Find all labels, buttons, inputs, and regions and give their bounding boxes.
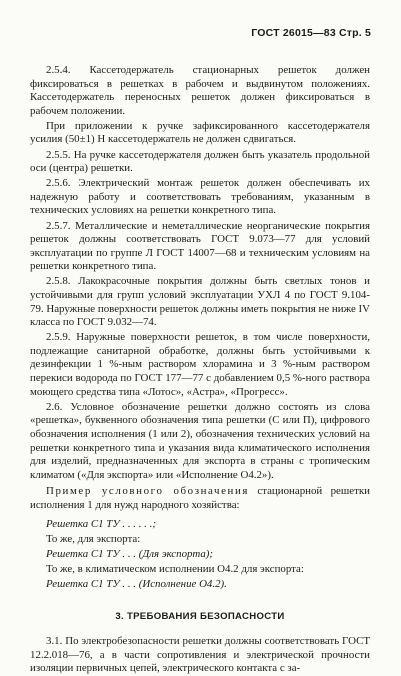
example-designation: Решетка С1 ТУ . . . (Для экспорта); (46, 547, 214, 560)
example-designation: Решетка С1 ТУ . . . . . .; (46, 517, 156, 530)
paragraph-2-6: 2.6. Условное обозначение решетки должно состоять из слова «решетка», буквенного обозначения типа решетки (С или П), цифрового обозначения исполнения (1 или 2), обозначения технических условий на решетки конкретного типа и указания вида климатического исполнения для изделий, предназначенных для экспорта в страны с тропическим климатом («Для экспорта» или «Исполнение О4.2»). (30, 400, 370, 481)
document-body (30, 64, 370, 676)
paragraph-handle-force: При приложении к ручке зафиксированного кассетодержателя усилия (50±1) Н кассетодержатель не должен сдвигаться. (30, 119, 370, 146)
paragraph-3-1: 3.1. По электробезопасности решетки должны соответствовать ГОСТ 12.2.018—76, а в части сопротивления и электрической прочности изоляции первичных цепей, электрического контакта с за- (30, 635, 370, 675)
paragraph-2-5-9: 2.5.9. Наружные поверхности решеток, в том числе поверхности, подлежащие санитарной обработке, должны быть устойчивыми к дезинфекции 1 %-ным раствором хлорамина и 3 %-ным раствором перекиси водорода по ГОСТ 177—77 с добавлением 0,5 %-ного раствора моющего средства типа «Лотос», «Астра», «Прогресс». (30, 331, 370, 398)
example-intro (30, 485, 370, 512)
page-header: ГОСТ 26015—83 Стр. 5 (251, 27, 371, 39)
paragraph-2-5-5: 2.5.5. На ручке кассетодержателя должен быть указатель продольной оси (центра) решетки. (30, 148, 370, 175)
example-caption: То же, для экспорта: (46, 532, 141, 545)
paragraph-2-5-8: 2.5.8. Лакокрасочные покрытия должны быть светлых тонов и устойчивыми для групп условий эксплуатации УХЛ 4 по ГОСТ 9.104-79. Наружные поверхности решеток должны иметь покрытия не ниже IV класса по ГОСТ 9.032—74. (30, 275, 370, 329)
example-intro-rest: стационарной решетки исполнения 1 для нужд народного хозяйства: (30, 485, 370, 511)
example-intro-spaced: Пример условного обозначения (46, 485, 249, 498)
example-list (30, 517, 370, 592)
paragraph-2-5-4: 2.5.4. Кассетодержатель стационарных решеток должен фиксироваться в решетках в рабочем и выдвинутом положениях. Кассетодержатель переносных решеток должен фиксироваться в рабочем положении. (30, 64, 370, 117)
example-designation: Решетка С1 ТУ . . . (Исполнение О4.2). (46, 577, 227, 590)
section-title: 3. ТРЕБОВАНИЯ БЕЗОПАСНОСТИ (115, 610, 285, 622)
paragraph-2-5-6: 2.5.6. Электрический монтаж решеток должен обеспечивать их надежную работу и соответствовать требованиям, указанным в технических условиях на решетки конкретного типа. (30, 177, 370, 217)
paragraph-2-5-7: 2.5.7. Металлические и неметаллические неорганические покрытия решеток должны соответствовать ГОСТ 9.073—77 для условий эксплуатации по группе Л ГОСТ 14007—68 и техническим условиям на решетки конкретного типа. (30, 219, 370, 273)
example-caption: То же, в климатическом исполнении О4.2 для экспорта: (46, 562, 304, 575)
